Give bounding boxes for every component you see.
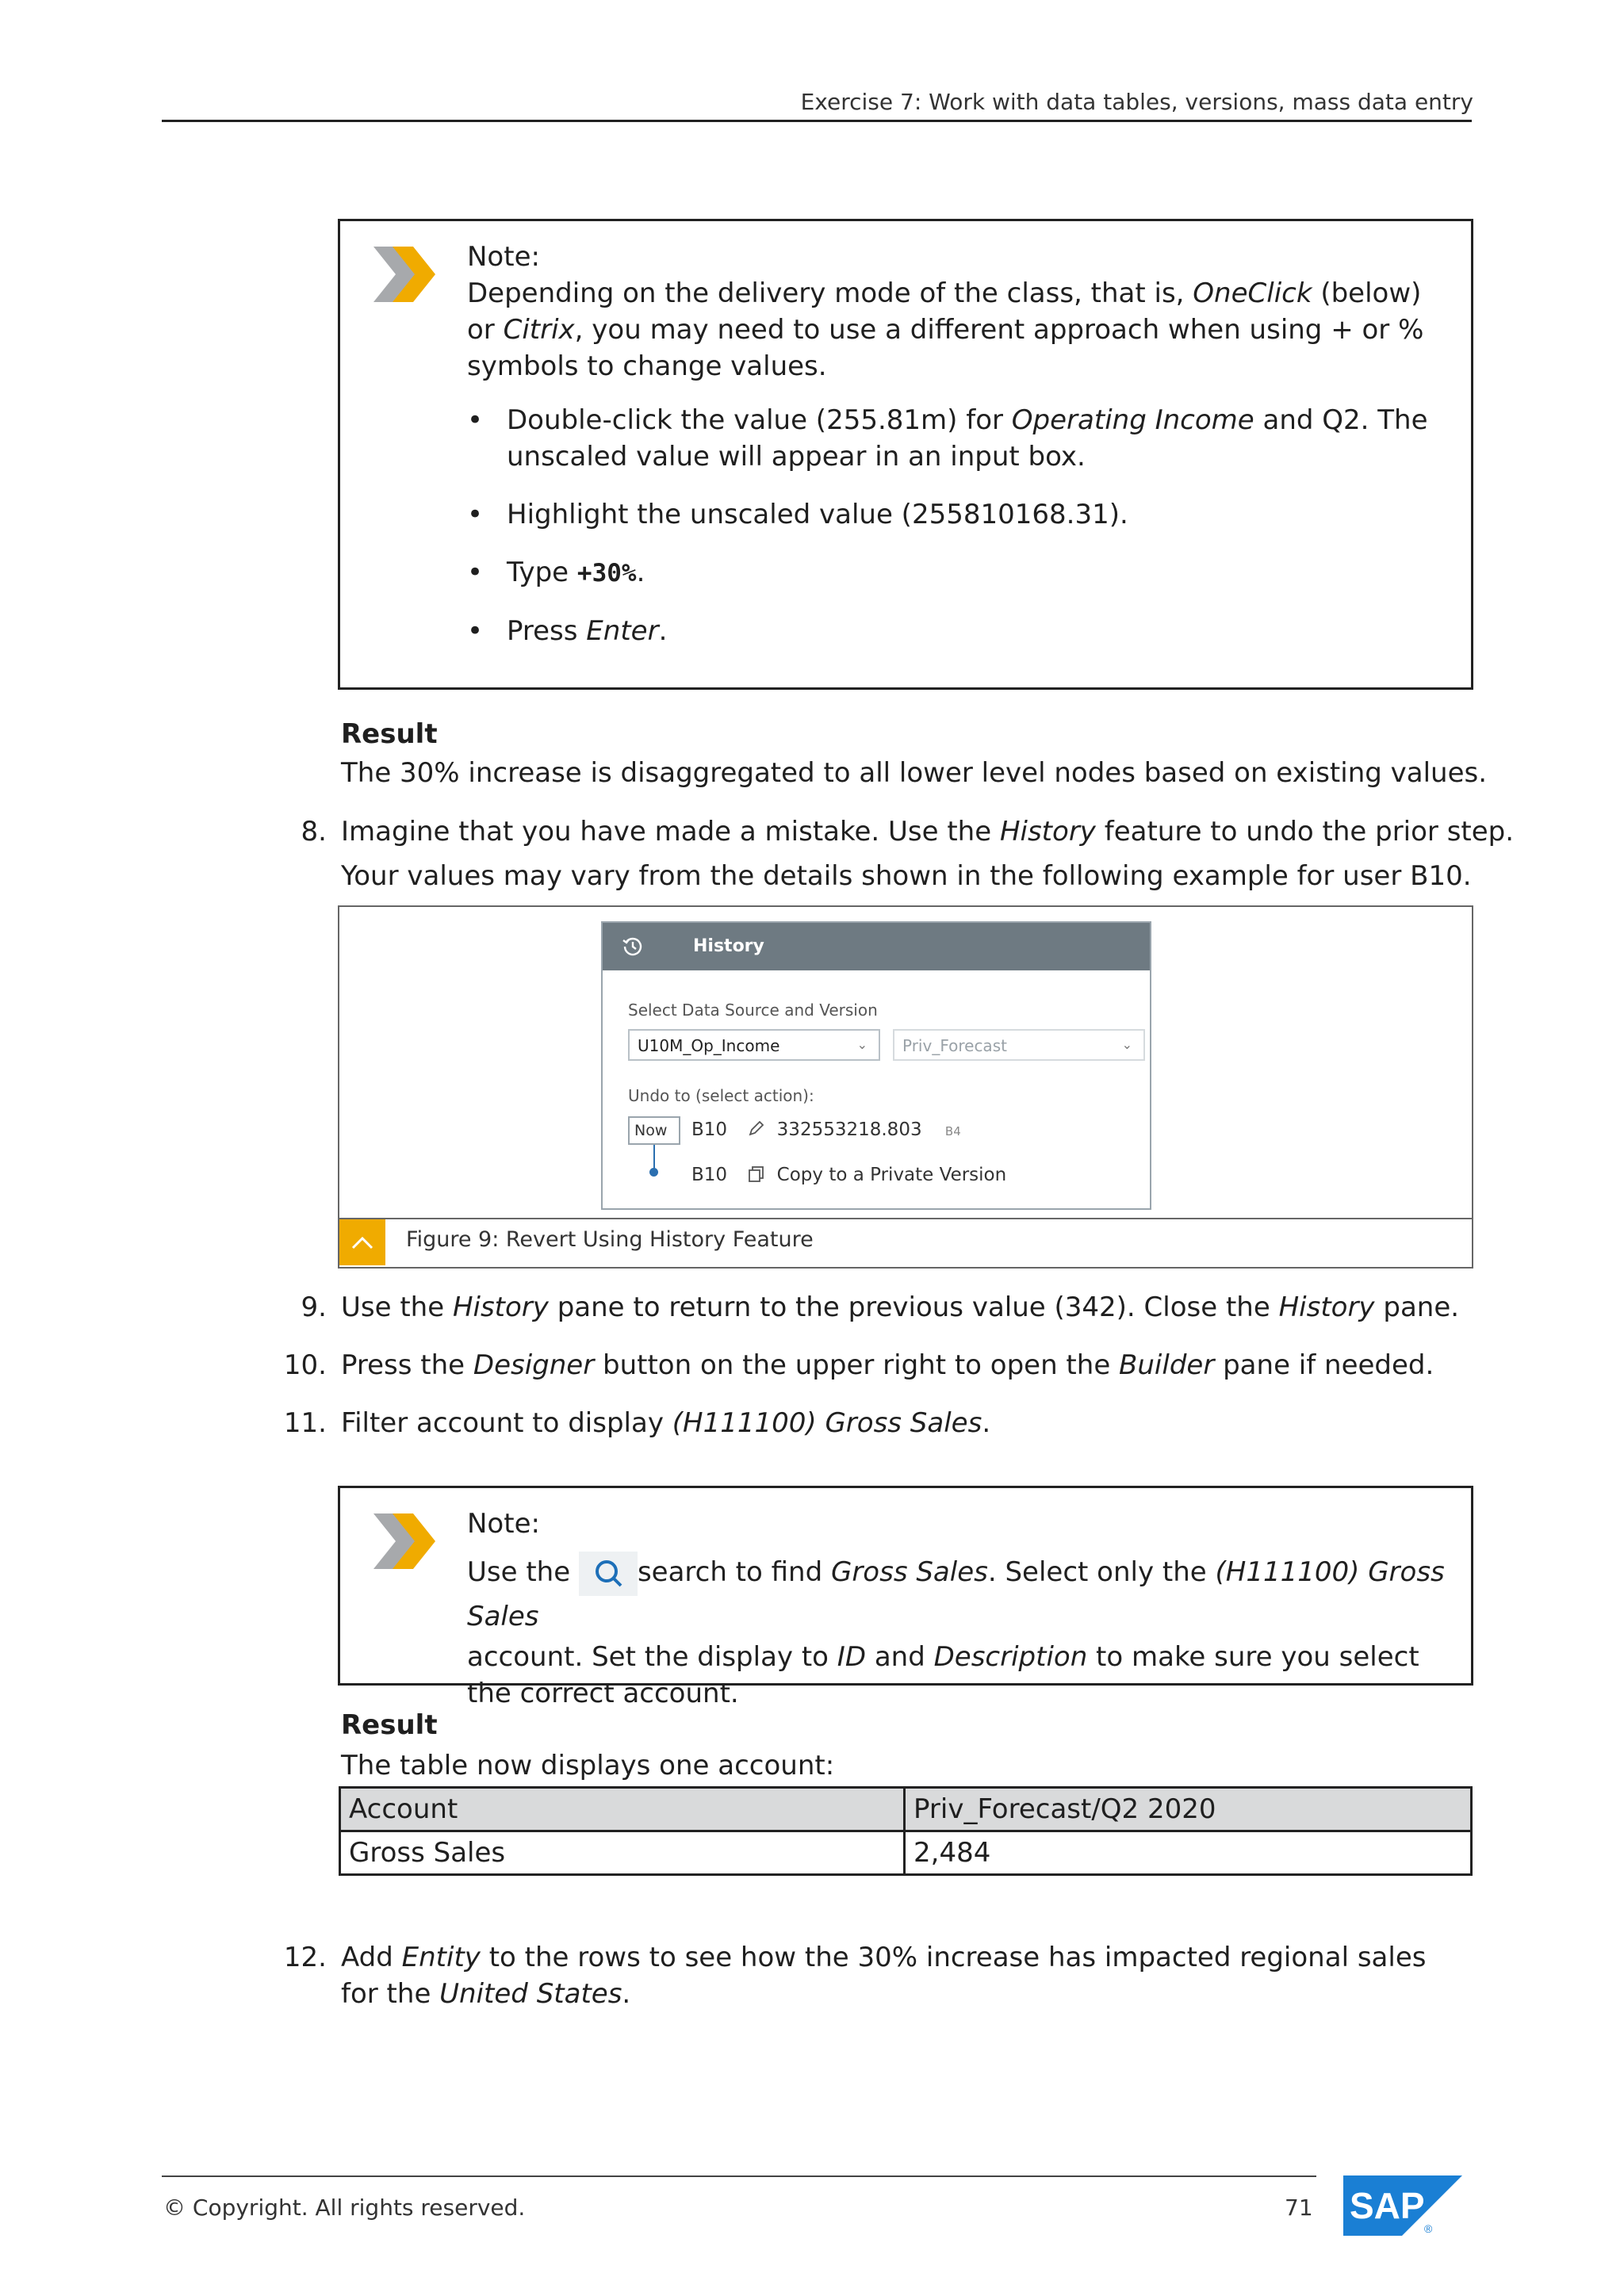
note-content [467,239,1447,671]
collapse-figure-button[interactable] [339,1219,385,1265]
note-label: Note: [467,241,540,273]
header-divider [162,120,1472,122]
note-bullet-list [467,402,1447,649]
result-heading: Result [341,718,438,750]
result-text: The table now displays one account: [341,1750,835,1781]
chevron-note-icon [370,239,442,310]
svg-text:®: ® [1424,2222,1433,2235]
code-text: +30% [576,559,637,587]
chevron-up-icon [339,1219,385,1265]
page-header-title: Exercise 7: Work with data tables, versions, mass data entry [800,89,1473,115]
result-text: The 30% increase is disaggregated to all lower level nodes based on existing values. [341,757,1488,789]
note-box-delivery-mode [338,219,1473,690]
history-entry-copy[interactable]: B10 Copy to a Private Version [691,1165,1007,1185]
result-table [339,1786,1473,1876]
step-number: 12. [283,1942,327,1973]
table-cell: Gross Sales [340,1831,905,1875]
note-paragraph: Use the search to find Gross Sales. Select only the (H111100) Gross Sales account. Set the display to ID and Description to make sure you select the correct account. [467,1550,1447,1712]
table-row [340,1831,1472,1875]
figure-history [338,905,1473,1269]
sap-logo [1343,2175,1462,2236]
note-content [467,1506,1447,1712]
list-item: • Double-click the value (255.81m) for Operating Income and Q2. The unscaled value will appear in an input box. [467,402,1447,475]
page-number: 71 [1285,2195,1313,2221]
history-icon [622,936,644,958]
data-source-select[interactable]: U10M_Op_Income ⌄ [628,1029,880,1061]
chevron-down-icon: ⌄ [1121,1037,1132,1052]
footer-divider [162,2175,1316,2177]
step-number: 8. [301,816,327,848]
step-11-text: Filter account to display (H111100) Gross Sales. [341,1407,991,1439]
table-header-cell: Account [340,1788,905,1831]
step-8-text: Imagine that you have made a mistake. Use the History feature to undo the prior step. [341,816,1515,848]
list-item: • Type +30%. [467,554,1447,591]
cell-reference: B4 [944,1124,961,1138]
step-9-text: Use the History pane to return to the previous value (342). Close the History pane. [341,1292,1460,1323]
step-number: 10. [283,1349,327,1381]
step-number: 9. [301,1292,327,1323]
undo-to-label: Undo to (select action): [628,1086,814,1105]
step-8-subtext: Your values may vary from the details shown in the following example for user B10. [341,860,1472,892]
version-select[interactable]: Priv_Forecast ⌄ [893,1029,1145,1061]
note-box-search [338,1486,1473,1709]
step-10-text: Press the Designer button on the upper right to open the Builder pane if needed. [341,1349,1434,1381]
note-label: Note: [467,1508,540,1540]
note-paragraph: Depending on the delivery mode of the class, that is, OneClick (below) or Citrix, you may need to use a different approach when using + or % symbols to change values. [467,277,1424,382]
figure-caption: Figure 9: Revert Using History Feature [406,1227,814,1252]
table-header-row [340,1788,1472,1831]
step-12-text: Add Entity to the rows to see how the 30% increase has impacted regional sales for the United States. [341,1942,1427,2010]
copy-icon [747,1165,766,1184]
step-number: 11. [283,1407,327,1439]
copyright-text: © Copyright. All rights reserved. [163,2195,526,2221]
result-heading: Result [341,1709,438,1741]
chevron-down-icon: ⌄ [856,1037,868,1052]
list-item: • Highlight the unscaled value (255810168.31). [467,496,1447,533]
svg-text:SAP: SAP [1350,2185,1425,2226]
history-panel-title: History [693,936,764,956]
search-icon [579,1552,638,1596]
list-item: • Press Enter. [467,613,1447,649]
history-entry-edit[interactable]: B10 332553218.803 B4 [691,1119,961,1140]
pencil-icon [747,1120,766,1138]
table-header-cell: Priv_Forecast/Q2 2020 [905,1788,1472,1831]
chevron-note-icon [370,1506,442,1577]
select-source-label: Select Data Source and Version [628,1001,878,1020]
figure-caption-bar [339,1218,1472,1267]
history-panel [601,921,1151,1210]
history-panel-header [603,923,1150,970]
now-marker[interactable]: Now [628,1116,680,1145]
table-cell: 2,484 [905,1831,1472,1875]
timeline-dot [649,1168,658,1177]
